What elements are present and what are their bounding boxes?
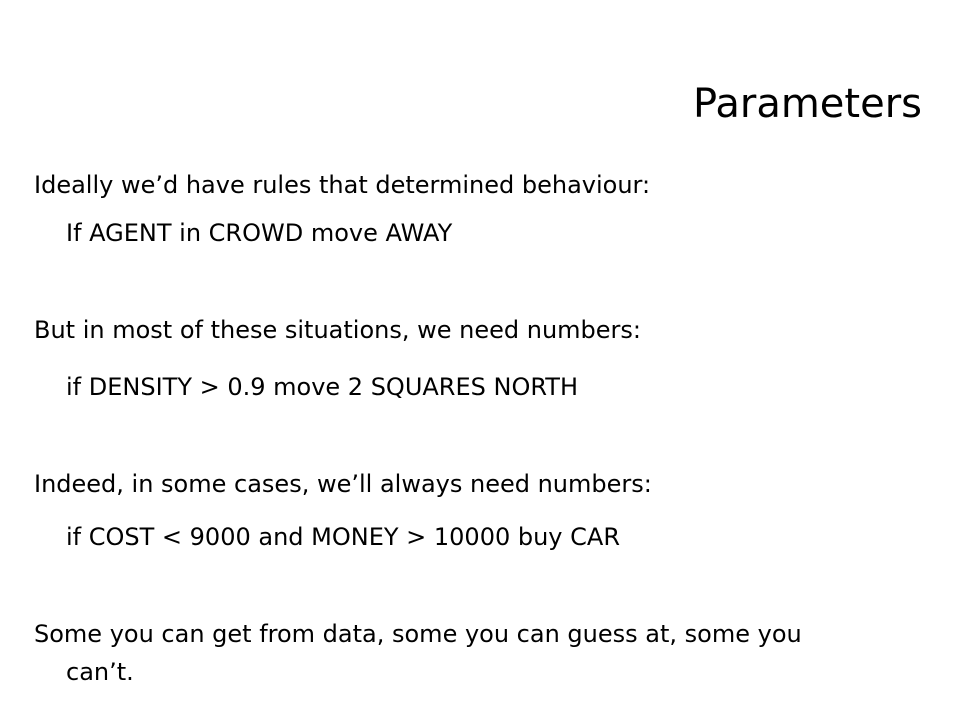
numbers-intro-line: But in most of these situations, we need numbers: [34,316,641,344]
rule-example-density: if DENSITY > 0.9 move 2 SQUARES NORTH [66,373,578,401]
slide-title: Parameters [693,81,922,127]
rules-intro-line: Ideally we’d have rules that determined behaviour: [34,171,651,199]
rule-example-crowd: If AGENT in CROWD move AWAY [66,219,453,247]
data-sources-line: Some you can get from data, some you can guess at, some you [34,620,802,648]
always-numbers-line: Indeed, in some cases, we’ll always need numbers: [34,470,652,498]
data-sources-line-continued: can’t. [66,658,134,686]
rule-example-cost: if COST < 9000 and MONEY > 10000 buy CAR [66,523,620,551]
